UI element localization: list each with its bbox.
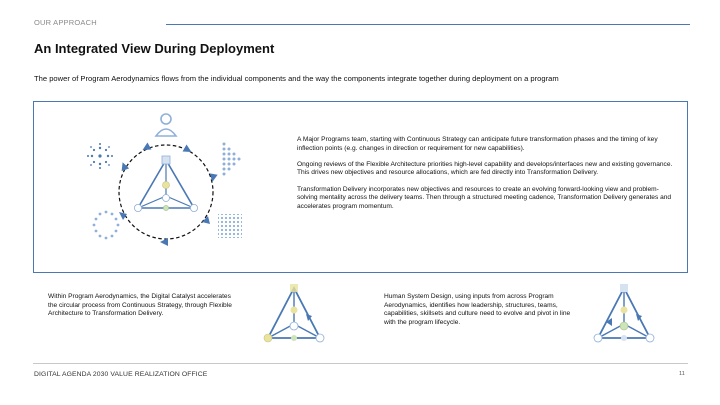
digital-catalyst-note: Within Program Aerodynamics, the Digital Catalyst accelerates the circular process from Continuous Strategy, through Flexible Architecture to Transformation Delivery. (48, 293, 232, 318)
triangle-dots-icon (223, 143, 241, 176)
human-system-design-triangle-icon (592, 282, 660, 346)
footer-divider (33, 363, 688, 364)
page-subtitle: The power of Program Aerodynamics flows from the individual components and the way the components integrate together during deployment on a program (34, 74, 559, 83)
program-aerodynamics-cycle-diagram (80, 108, 250, 268)
section-label: OUR APPROACH (34, 18, 97, 27)
continuous-strategy-paragraph: A Major Programs team, starting with Continuous Strategy can anticipate future transformation phases and the timing of key inflection points (e.g. changes in direction or requirement for new capabilities). (297, 136, 658, 152)
people-group-icon (156, 114, 176, 136)
page-title: An Integrated View During Deployment (34, 41, 275, 56)
transformation-delivery-paragraph: Transformation Delivery incorporates new objectives and resources to create an evolving forward-looking view and problem-solving mentality across the delivery teams. Then through a structured meeting cadence, Transformation Delivery generates and accelerates program momentum. (297, 185, 672, 210)
snowflake-dots-icon (87, 143, 113, 169)
human-system-design-note: Human System Design, using inputs from across Program Aerodynamics, identifies how leadership, structures, teams, capabilities, skillsets and culture need to evolve and pivot in line with the program lifecycle. (384, 293, 571, 326)
footer-office-label: DIGITAL AGENDA 2030 VALUE REALIZATION OFFICE (34, 371, 208, 378)
header-divider (166, 24, 690, 25)
circle-ring-dots-icon (93, 211, 120, 240)
square-grid-dots-icon (218, 214, 242, 238)
page-number: 11 (679, 371, 685, 377)
panel-description (297, 136, 675, 219)
digital-catalyst-triangle-icon (262, 282, 330, 346)
integrated-triangle-icon (134, 156, 197, 212)
flexible-architecture-paragraph: Ongoing reviews of the Flexible Architecture priorities high-level capability and develops/interfaces new and existing governance. This drives new objectives and resource allocations, which are fed directly into Transformation Delivery. (297, 160, 673, 177)
